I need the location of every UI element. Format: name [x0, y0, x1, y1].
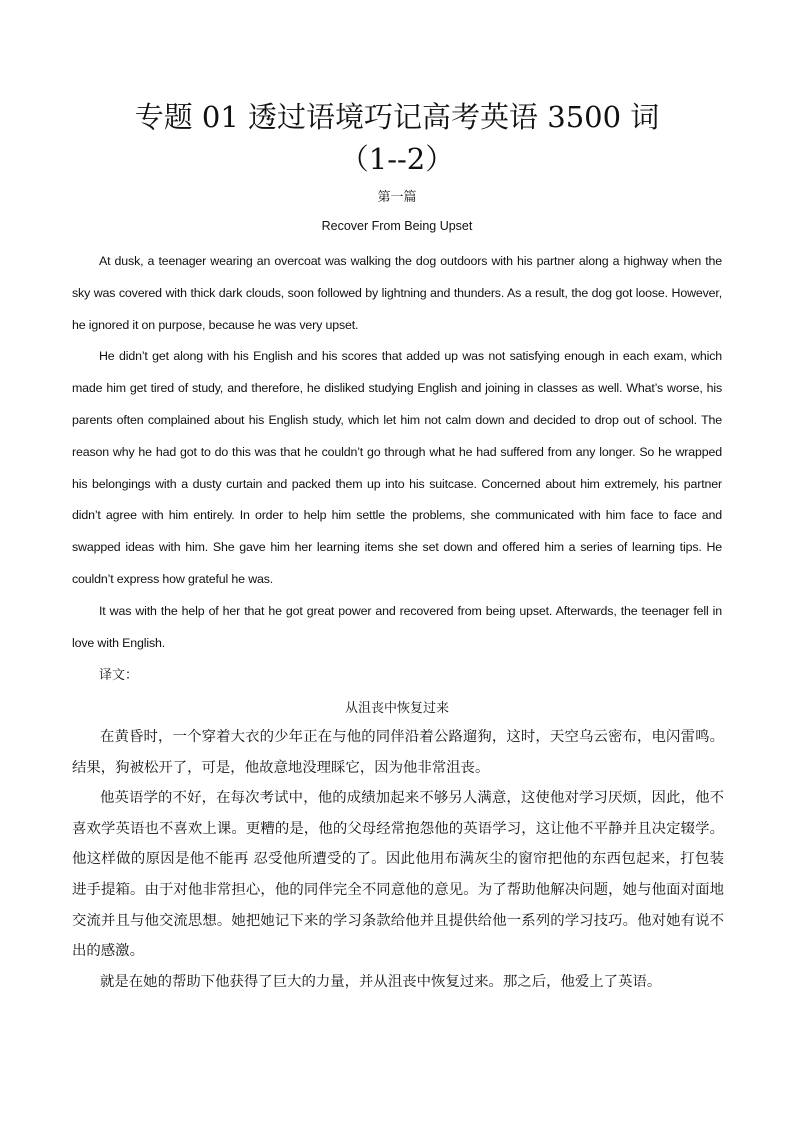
chinese-article-body — [72, 722, 724, 997]
chinese-paragraph-2: 他英语学的不好，在每次考试中，他的成绩加起来不够另人满意，这使他对学习厌烦，因此，他不喜欢学英语也不喜欢上课。更糟的是，他的父母经常抱怨他的英语学习，这让他不平静并且决定辍学。他这样做的原因是他不能再 忍受他所遭受的了。因此他用布满灰尘的窗帘把他的东西包起来，打包装进手提箱。由于对他非常担心，他的同伴完全不同意他的意见。为了帮助他解决问题，她与他面对面地交流并且与他交流思想。她把她记下来的学习条款给他并且提供给他一系列的学习技巧。他对她有说不出的感激。 — [72, 790, 724, 960]
english-article-body — [72, 246, 722, 659]
chinese-article-title: 从沮丧中恢复过来 — [344, 701, 449, 716]
english-paragraph-2: He didn’t get along with his English and his scores that added up was not satisfying enough in each exam, which made him get tired of study, and therefore, he disliked studying English and joining in classes as well. What’s worse, his parents often complained about his English study, which let him not calm down and decided to drop out of school. The reason why he had got to do this was that he couldn’t go through what he had suffered from any longer. So he wrapped his belongings with a dusty curtain and packed them up into his suitcase. Concerned about him extremely, his partner didn’t agree with him entirely. In order to help him settle the problems, she communicated with him face to face and swapped ideas with him. She gave him her learning items she set down and offered him a series of learning tips. He couldn’t express how grateful he was. — [72, 349, 722, 586]
section-label: 第一篇 — [377, 190, 417, 205]
title-line-2: （1--2） — [339, 142, 455, 176]
document-title — [60, 96, 734, 180]
english-paragraph-1: At dusk, a teenager wearing an overcoat was walking the dog outdoors with his partner along a highway when the sky was covered with thick dark clouds, soon followed by lightning and thunders. As a result, the dog got loose. However, he ignored it on purpose, because he was very upset. — [72, 254, 722, 332]
english-article-title: Recover From Being Upset — [321, 219, 473, 233]
chinese-paragraph-3: 就是在她的帮助下他获得了巨大的力量，并从沮丧中恢复过来。那之后，他爱上了英语。 — [100, 973, 662, 990]
title-line-1: 专题 01 透过语境巧记高考英语 3500 词 — [134, 100, 660, 134]
translation-label: 译文： — [99, 668, 139, 683]
chinese-paragraph-1: 在黄昏时，一个穿着大衣的少年正在与他的同伴沿着公路遛狗，这时，天空乌云密布，电闪雷鸣。结果，狗被松开了，可是，他故意地没理睬它，因为他非常沮丧。 — [72, 729, 724, 776]
english-paragraph-3: It was with the help of her that he got great power and recovered from being upset. Afterwards, the teenager fell in love with English. — [72, 603, 722, 650]
